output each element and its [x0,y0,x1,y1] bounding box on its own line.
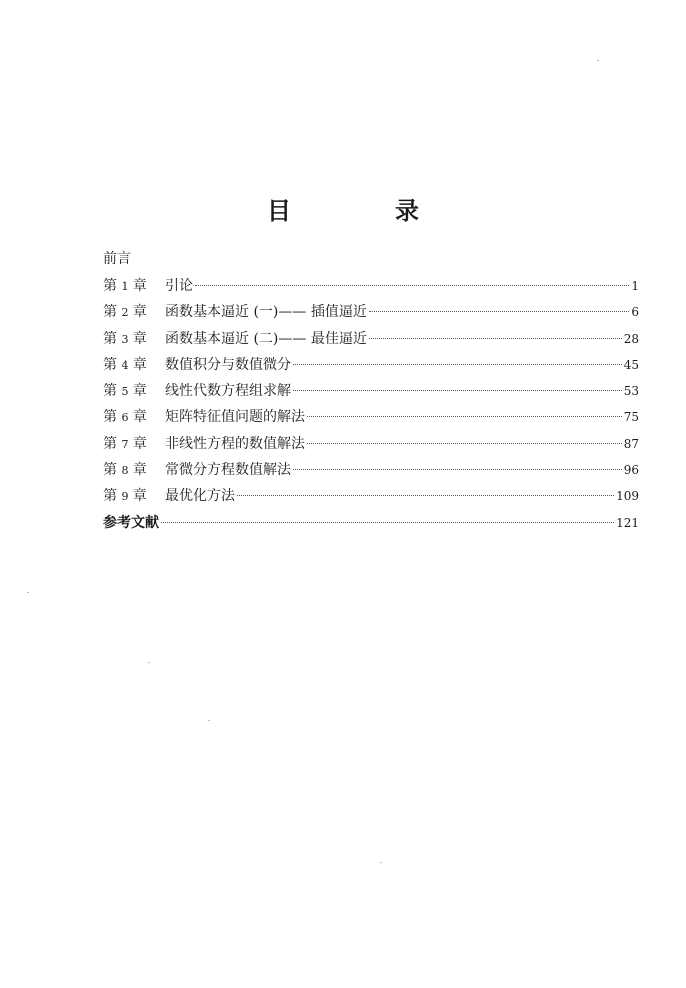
chapter-title: 常微分方程数值解法 [165,462,291,479]
references-title: 参考文献 [103,514,159,531]
chapter-title: 最优化方法 [165,488,235,505]
scan-speck [208,720,210,721]
page-number: 6 [631,305,639,320]
page-number: 109 [616,489,639,504]
page-number: 53 [623,384,639,399]
chapter-label: 第 5 章 [103,383,147,400]
scan-speck [380,862,382,863]
dot-leader [237,495,614,496]
toc-entry-chapter-6[interactable] [103,404,639,430]
toc-entry-references[interactable] [103,510,639,536]
page-number: 121 [616,515,639,530]
chapter-label: 第 3 章 [103,330,147,347]
toc-preface[interactable]: 前言 [103,251,131,267]
toc-entry-chapter-3[interactable] [103,326,639,352]
chapter-label: 第 7 章 [103,435,147,452]
chapter-title: 线性代数方程组求解 [165,383,291,400]
chapter-label: 第 2 章 [103,304,147,321]
dot-leader [307,416,622,417]
dot-leader [293,364,622,365]
toc-entry-chapter-8[interactable] [103,457,639,483]
toc-entry-chapter-9[interactable] [103,483,639,509]
table-of-contents [103,248,639,536]
chapter-label: 第 8 章 [103,462,147,479]
scan-speck [148,662,150,663]
page-number: 28 [623,331,639,346]
page-number: 45 [623,357,639,372]
toc-entry-chapter-5[interactable] [103,378,639,404]
dot-leader [293,390,622,391]
chapter-title: 数值积分与数值微分 [165,356,291,373]
dot-leader [195,285,629,286]
chapter-label: 第 4 章 [103,356,147,373]
chapter-label: 第 9 章 [103,488,147,505]
chapter-title: 函数基本逼近 (二)—— 最佳逼近 [165,330,367,347]
chapter-label: 第 1 章 [103,278,147,294]
toc-entry-chapter-2[interactable] [103,299,639,325]
chapter-title: 非线性方程的数值解法 [165,435,305,452]
scan-speck [27,592,29,593]
page-title: 目 录 [267,197,459,225]
page-number: 1 [631,279,639,293]
scan-speck [597,60,599,61]
toc-entry-chapter-7[interactable] [103,431,639,457]
page-number: 75 [623,410,639,425]
chapter-title: 引论 [165,278,193,294]
dot-leader [161,522,614,523]
page-number: 87 [623,436,639,451]
chapter-label: 第 6 章 [103,409,147,426]
chapter-title: 函数基本逼近 (一)—— 插值逼近 [165,304,367,321]
dot-leader [293,469,622,470]
dot-leader [369,311,630,312]
dot-leader [369,338,622,339]
page-number: 96 [623,463,639,478]
chapter-title: 矩阵特征值问题的解法 [165,409,305,426]
dot-leader [307,443,622,444]
toc-entry-chapter-4[interactable] [103,352,639,378]
toc-entry-chapter-1[interactable] [103,273,639,299]
